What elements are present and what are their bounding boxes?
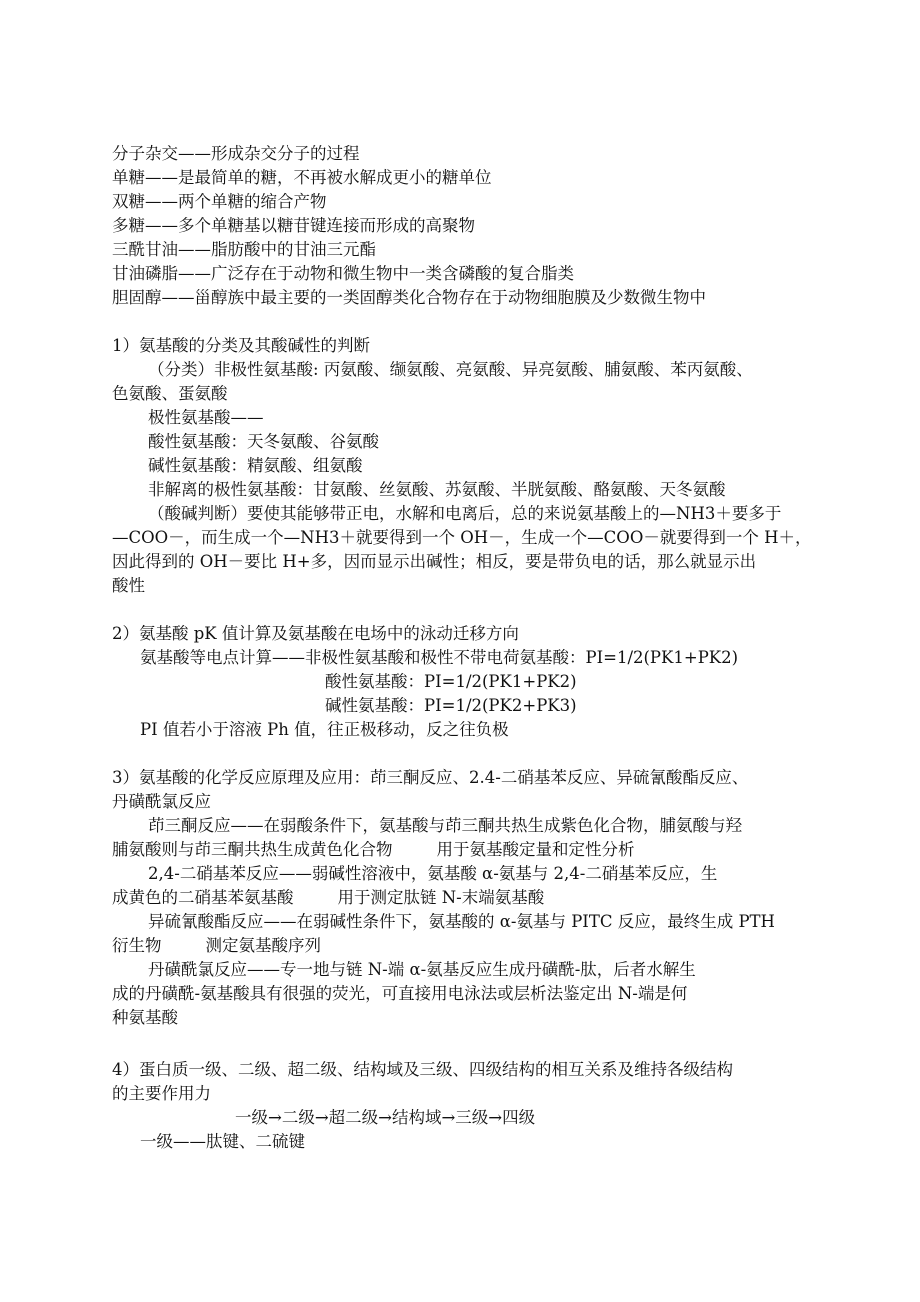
reaction-text: 衍生物 [112, 936, 162, 955]
paragraph-line: 氨基酸等电点计算——非极性氨基酸和极性不带电荷氨基酸：PI=1/2(PK1+PK2) [140, 648, 739, 667]
definition-line: 双糖——两个单糖的缩合产物 [112, 192, 327, 211]
definition-line: 甘油磷脂——广泛存在于动物和微生物中一类含磷酸的复合脂类 [112, 264, 574, 283]
paragraph-line: 一级——肽键、二硫键 [140, 1132, 305, 1151]
definition-line: 三酰甘油——脂肪酸中的甘油三元酯 [112, 240, 376, 259]
paragraph-line: 因此得到的 OH－要比 H+多，因而显示出碱性；相反，要是带负电的话，那么就显示出 [112, 552, 757, 571]
definition-line: 分子杂交——形成杂交分子的过程 [112, 144, 360, 163]
reaction-text: 脯氨酸则与茚三酮共热生成黄色化合物 [112, 840, 393, 859]
section-2-heading: 2）氨基酸 pK 值计算及氨基酸在电场中的泳动迁移方向 [112, 624, 519, 643]
paragraph-line: 酸性 [112, 576, 145, 595]
definition-line: 胆固醇——甾醇族中最主要的一类固醇类化合物存在于动物细胞膜及少数微生物中 [112, 288, 706, 307]
paragraph-line: PI 值若小于溶液 Ph 值，往正极移动，反之往负极 [140, 720, 509, 739]
paragraph-line [112, 886, 812, 910]
section-4-heading-cont: 的主要作用力 [112, 1084, 211, 1103]
section-3-heading-cont: 丹磺酰氯反应 [112, 792, 211, 811]
section-3-heading: 3）氨基酸的化学反应原理及应用：茚三酮反应、2.4-二硝基苯反应、异硫氰酸酯反应、 [112, 768, 749, 787]
structure-chain: 一级→二级→超二级→结构域→三级→四级 [235, 1108, 536, 1127]
paragraph-line: 丹磺酰氯反应——专一地与链 N-端 α-氨基反应生成丹磺酰-肽，后者水解生 [148, 960, 696, 979]
definition-line: 多糖——多个单糖基以糖苷键连接而形成的高聚物 [112, 216, 475, 235]
paragraph-line [112, 934, 812, 958]
paragraph-line [112, 838, 812, 862]
section-4-heading: 4）蛋白质一级、二级、超二级、结构域及三级、四级结构的相互关系及维持各级结构 [112, 1060, 733, 1079]
paragraph-line: 极性氨基酸—— [148, 408, 264, 427]
paragraph-line: 种氨基酸 [112, 1008, 178, 1027]
reaction-use: 用于测定肽链 N-末端氨基酸 [337, 888, 545, 907]
paragraph-line: 碱性氨基酸：精氨酸、组氨酸 [148, 456, 363, 475]
paragraph-line: 酸性氨基酸：天冬氨酸、谷氨酸 [148, 432, 379, 451]
paragraph-line: 成的丹磺酰-氨基酸具有很强的荧光，可直接用电泳法或层析法鉴定出 N-端是何 [112, 984, 688, 1003]
paragraph-line: 酸性氨基酸：PI=1/2(PK1+PK2) [325, 672, 577, 691]
definition-line: 单糖——是最简单的糖，不再被水解成更小的糖单位 [112, 168, 492, 187]
reaction-text: 成黄色的二硝基苯氨基酸 [112, 888, 294, 907]
paragraph-line: 茚三酮反应——在弱酸条件下，氨基酸与茚三酮共热生成紫色化合物，脯氨酸与羟 [148, 816, 742, 835]
paragraph-line: 异硫氰酸酯反应——在弱碱性条件下，氨基酸的 α-氨基与 PITC 反应，最终生成 PTH [148, 912, 775, 931]
paragraph-line: （分类）非极性氨基酸: 丙氨酸、缬氨酸、亮氨酸、异亮氨酸、脯氨酸、苯丙氨酸、 [148, 360, 753, 379]
reaction-use: 用于氨基酸定量和定性分析 [436, 840, 635, 859]
section-1-heading: 1）氨基酸的分类及其酸碱性的判断 [112, 336, 370, 355]
paragraph-line: 色氨酸、蛋氨酸 [112, 384, 228, 403]
paragraph-line: 非解离的极性氨基酸：甘氨酸、丝氨酸、苏氨酸、半胱氨酸、酪氨酸、天冬氨酸 [148, 480, 726, 499]
paragraph-line: 2,4-二硝基苯反应——弱碱性溶液中，氨基酸 α-氨基与 2,4-二硝基苯反应，生 [148, 864, 718, 883]
reaction-use: 测定氨基酸序列 [205, 936, 321, 955]
paragraph-line: 碱性氨基酸：PI=1/2(PK2+PK3) [325, 696, 577, 715]
paragraph-line: （酸碱判断）要使其能够带正电，水解和电离后，总的来说氨基酸上的—NH3＋要多于 [148, 504, 782, 523]
paragraph-line: —COO－，而生成一个—NH3＋就要得到一个 OH－，生成一个—COO－就要得到一个 H＋， [112, 528, 812, 547]
